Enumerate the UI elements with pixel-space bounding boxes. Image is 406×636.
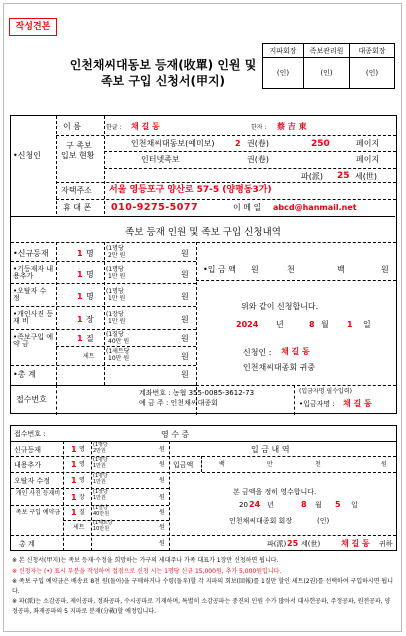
generation-label: 파(派): [301, 172, 323, 181]
receipt-label: 개인 사진 등재비: [15, 490, 61, 497]
approval-seal: (인): [304, 58, 350, 89]
detail-note: (1명당: [106, 266, 124, 273]
application-form: [10, 115, 397, 414]
receipt-year[interactable]: 24: [249, 500, 261, 509]
hanja-name-field[interactable]: 蔡 吉 東: [277, 122, 307, 131]
receipt-unit: 명: [79, 477, 85, 484]
depositor-field[interactable]: 채 길 동: [343, 399, 372, 408]
generation-field[interactable]: 25: [337, 171, 350, 181]
phone-label: 휴 대 폰: [63, 203, 92, 212]
receipt-recipient[interactable]: 채 길 동: [341, 539, 370, 548]
detail-note: 2만 원: [108, 252, 126, 259]
receipt-note: 1만원: [93, 463, 106, 469]
detail-note: (1질당: [106, 331, 124, 338]
deposit-details-title: 입 금 내 역: [251, 445, 290, 454]
receipt-year-unit: 년: [267, 501, 274, 509]
receipt-note: (1장당: [93, 489, 108, 495]
receipt-won: 원: [159, 494, 165, 501]
detail-note: 1만 원: [108, 273, 126, 280]
receipt-day[interactable]: 5: [335, 500, 341, 509]
approval-seal: (인): [350, 58, 395, 89]
detail-won: 원: [181, 352, 189, 361]
receipt-note: 40만원: [93, 511, 110, 517]
holding-volume-unit: 권(卷): [247, 155, 269, 164]
note-item: ※ 신청자는 (•) 표시 부분을 작성하여 접점으로 신청 시는 1명당 신규 15,000원, 추가 5,000원입니다.: [12, 567, 282, 575]
holding-page-unit: 페이지: [356, 139, 380, 148]
receipt-month-unit: 월: [315, 501, 322, 509]
detail-won: 원: [181, 315, 189, 324]
receipt-qty[interactable]: 1: [71, 493, 77, 502]
detail-note: (1세트당: [106, 348, 130, 355]
detail-label: •신규등재: [13, 249, 49, 258]
detail-qty[interactable]: 1: [77, 292, 83, 301]
detail-unit: 장: [86, 315, 94, 324]
receipt-won: 원: [159, 446, 165, 453]
depositor-hint: (입금자명 필수입력): [299, 388, 352, 395]
detail-label: •개인사진 등 재 비: [13, 310, 54, 326]
email-label: 이 메 일: [233, 203, 262, 212]
holding-label: 구 족보: [66, 141, 92, 150]
receipt-won: 원: [159, 477, 165, 484]
addressee: 인천채씨대종회 귀중: [243, 363, 316, 372]
applicant-signature[interactable]: 채 길 동: [281, 347, 310, 356]
year-unit: 년: [276, 320, 284, 329]
receipt-gen-unit: 세(世): [301, 540, 321, 548]
account-info: 계좌번호 : 농협 355-0085-3612-73: [139, 389, 255, 397]
year-prefix: 20: [239, 501, 248, 509]
apply-month[interactable]: 8: [309, 320, 315, 329]
receipt-note: 10만원: [93, 526, 110, 532]
month-unit: 월: [321, 320, 329, 329]
approval-role: 족보관리원: [304, 44, 350, 58]
receipt-deposit-label: 입금액: [173, 461, 194, 469]
deposit-won: 원: [251, 265, 259, 274]
receipt-recipient-suffix: 귀하: [379, 540, 393, 548]
receipt-note: (1세트당: [93, 520, 113, 526]
receipt-unit: 세트: [73, 524, 85, 531]
name-label: 이 름: [63, 122, 81, 131]
day-unit: 일: [363, 320, 371, 329]
holding-volume[interactable]: 2: [235, 139, 241, 148]
form-title-line1: 인천채씨대동보 등재(收單) 인원 및: [69, 58, 257, 72]
approval-role: 지파회장: [263, 44, 304, 58]
address-label: 자택주소: [61, 186, 92, 195]
receipt-title: 영 수 증: [161, 430, 190, 439]
receipt-note: (1명당: [93, 457, 108, 463]
receipt-label: 내용추가: [14, 461, 42, 469]
receipt-gen-value[interactable]: 25: [287, 539, 299, 548]
detail-label: •기등재자 내용추가: [13, 265, 54, 281]
receipt-won: 원: [159, 509, 165, 516]
receipt-issuer-seal: (인): [317, 517, 330, 525]
deposit-won-unit: 원: [381, 461, 387, 468]
detail-note: 1만 원: [108, 295, 126, 302]
deposit-thousand: 천: [287, 265, 295, 274]
holding-page[interactable]: 250: [311, 139, 330, 149]
receipt-total-label: 총 계: [19, 540, 35, 548]
notes-section: [12, 556, 396, 618]
address-field[interactable]: 서울 영등포구 양산로 57-5 (양평동3가): [109, 185, 272, 195]
detail-note: 40만 원: [108, 338, 130, 345]
detail-qty[interactable]: 1: [77, 270, 83, 279]
receipt-note: 1만원: [93, 479, 106, 485]
detail-note: (1장당: [106, 311, 124, 318]
receipt-section: [10, 425, 397, 551]
detail-won: 원: [181, 249, 189, 258]
detail-note: 10만 원: [108, 355, 130, 362]
deposit-baek: 백: [219, 461, 225, 468]
detail-note: (1명당: [106, 288, 124, 295]
apply-year[interactable]: 2024: [236, 320, 259, 329]
receipt-gen-label: 파(派): [267, 540, 287, 548]
receipt-qty[interactable]: 1: [71, 460, 77, 469]
approval-table: [262, 43, 395, 89]
generation-unit: 세(世): [355, 172, 377, 181]
note-item: ※ 파(派)는 소감공파, 제이공파, 정좌공파, 수시공파로 기재하며, 특별히 소감공파는 중진의 인원 수가 많아서 대사헌공파, 주정공파, 원전공파, 양정공파, 좌재공파의 5 지파로 분재(分載)할 예정입니다.: [12, 598, 391, 615]
receipt-number-label: 접수번호 :: [14, 430, 46, 438]
receipt-day-unit: 일: [351, 501, 358, 509]
detail-won: 원: [181, 334, 189, 343]
holding-label: 입보 현황: [61, 151, 95, 160]
receipt-month[interactable]: 8: [301, 500, 307, 509]
receipt-label: 신규등재: [14, 446, 42, 454]
receipt-note: 2만원: [93, 448, 106, 454]
sample-stamp: 작성견본: [9, 18, 57, 36]
apply-day[interactable]: 1: [347, 320, 353, 329]
receipt-note: 1만원: [93, 495, 106, 501]
receipt-unit: 명: [79, 446, 85, 453]
receipt-total-won: 원: [159, 540, 165, 547]
detail-label: •족보구입 예 약 금: [13, 333, 54, 349]
detail-note: (1명당: [106, 245, 124, 252]
depositor-label: •입금자명 :: [299, 400, 335, 408]
applicant-section-label: •신청인: [13, 151, 41, 160]
details-section-title: 족보 등재 인원 및 족보 구입 신청내역: [125, 227, 281, 238]
email-field[interactable]: abcd@hanmail.net: [273, 203, 357, 212]
phone-field[interactable]: 010-9275-5077: [111, 202, 199, 213]
detail-qty[interactable]: 1: [77, 315, 83, 324]
deposit-label: •입 금 액: [203, 265, 236, 274]
hangul-name-field[interactable]: 채 길 동: [131, 122, 160, 131]
deposit-man: 만: [267, 461, 273, 468]
holding-volume-unit: 권(卷): [247, 139, 269, 148]
detail-note: 1만 원: [108, 318, 126, 325]
note-item: ※ 본 신청서(甲지)는 족보 등재·수정을 희망하는 가구의 세대주나 가족 대표가 1장만 신청하면 됩니다.: [12, 557, 279, 564]
total-won: 원: [181, 370, 189, 379]
holding-book: 인터넷족보: [141, 155, 180, 164]
holding-book: 인천채씨대동보(예미보): [131, 139, 215, 148]
detail-unit: 세트: [83, 353, 95, 360]
note-item: ※ 족보 구입 예약금은 배송료 8천 원(돌아)을 구매하거나 수령(돌우)할 각 지파의 회보(回報)를 1질만 할인 세트(2권)를 선택하여 구입하시면 됩니다.: [12, 578, 394, 595]
receipt-note: (1질당: [93, 505, 108, 511]
receipt-note: (1명당: [93, 442, 108, 448]
deposit-cheon: 천: [315, 461, 321, 468]
receipt-statement: 본 금액을 정히 영수합니다.: [233, 488, 317, 496]
deposit-won-unit: 원: [381, 265, 389, 274]
receipt-qty[interactable]: 1: [71, 476, 77, 485]
detail-won: 원: [181, 292, 189, 301]
deposit-hundred: 백: [337, 265, 345, 274]
receipt-label: 족보 구입 예약금: [15, 509, 61, 516]
total-label: •총 계: [13, 370, 36, 379]
detail-qty[interactable]: 1: [77, 334, 83, 343]
receipt-issuer: 인천채씨대종회 회장: [229, 517, 293, 525]
detail-unit: 질: [86, 334, 94, 343]
receipt-qty[interactable]: 1: [71, 445, 77, 454]
receipt-unit: 명: [79, 461, 85, 468]
detail-unit: 명: [86, 292, 94, 301]
receipt-label: 오탈자 수정: [14, 477, 51, 485]
form-title-line2: 족보 구입 신청서(甲지): [100, 74, 226, 88]
detail-unit: 명: [86, 249, 94, 258]
account-holder: 예 금 주 : 인천채씨대종회: [139, 399, 218, 407]
statement: 위와 같이 신청합니다.: [241, 302, 319, 311]
receipt-unit: 장: [79, 494, 85, 501]
applicant-sig-label: 신청인 :: [243, 348, 272, 357]
receipt-won: 원: [159, 524, 165, 531]
receipt-won: 원: [159, 461, 165, 468]
holding-page-unit: 페이지: [356, 155, 380, 164]
approval-seal: (인): [263, 58, 304, 89]
receipt-unit: 질: [79, 509, 85, 516]
detail-unit: 명: [86, 270, 94, 279]
detail-won: 원: [181, 270, 189, 279]
detail-qty[interactable]: 1: [77, 249, 83, 258]
receipt-no-label: 접수번호: [16, 395, 47, 404]
hanja-label: 한자 :: [251, 124, 267, 131]
hangul-label: 한글 :: [106, 124, 122, 131]
receipt-note: (1명당: [93, 473, 108, 479]
receipt-qty[interactable]: 1: [71, 508, 77, 517]
approval-role: 대종회장: [350, 44, 395, 58]
detail-label: •오탈자 수 정: [13, 287, 47, 303]
